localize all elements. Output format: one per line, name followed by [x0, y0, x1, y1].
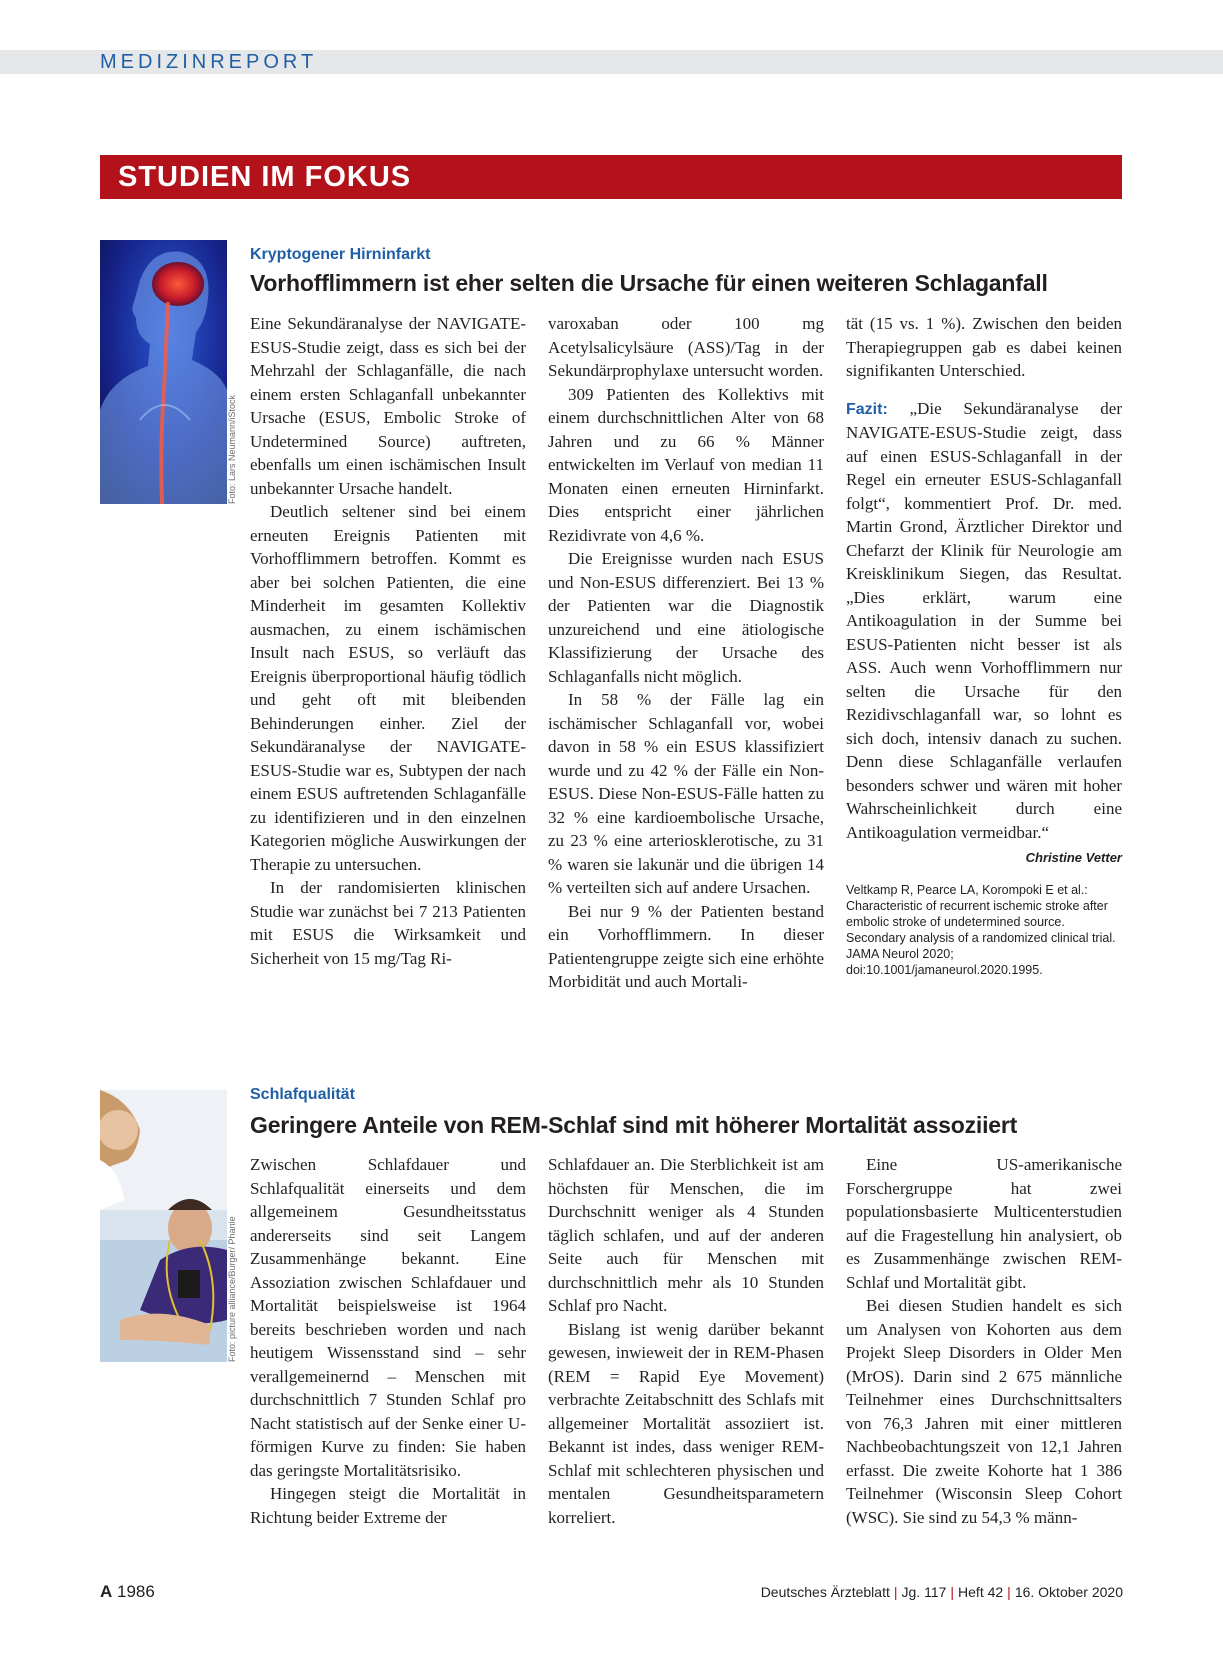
paragraph: In der randomisierten klinischen Studie war zunächst bei 7 213 Patienten mit ESUS die Wirksamkeit und Sicherheit von 15 mg/Tag Ri-: [250, 878, 526, 968]
page-prefix: A: [100, 1582, 113, 1601]
article1-kicker: Kryptogener Hirninfarkt: [250, 246, 431, 263]
journal-issue: Heft 42: [958, 1584, 1004, 1600]
fazit-paragraph: [846, 397, 1122, 845]
paragraph: 309 Patienten des Kollektivs mit einem durchschnittlichen Alter von 68 Jahren und zu 66 % Männer entwickelten im Verlauf von median 11 Monaten einen erneuten Hirninfarkt. Dies entspricht einer jährlichen Rezidivrate von 4,6 %.: [548, 384, 824, 545]
journal-name: Deutsches Ärzteblatt: [760, 1584, 890, 1600]
section-label: MEDIZINREPORT: [100, 51, 318, 73]
anatomy-brain-icon: [100, 240, 227, 504]
journal-date: 16. Oktober 2020: [1014, 1584, 1123, 1600]
brain-illustration-image: [100, 240, 227, 504]
author-byline: Christine Vetter: [1025, 850, 1122, 865]
sleep-patient-icon: [100, 1090, 227, 1362]
article1-column-3: [846, 312, 1122, 978]
paragraph: Bislang ist wenig darüber bekannt gewesen, inwieweit der in REM-Phasen (REM = Rapid Eye Movement) verbrachte Zeitabschnitt des Schlafs mit allgemeiner Mortalität assoziiert ist. Bekannt ist indes, dass weniger REM-Schlaf mit schlechteren physischen und mentalen Gesundheitsparametern korreliert.: [548, 1319, 824, 1527]
paragraph: Bei diesen Studien handelt es sich um Analysen von Kohorten aus dem Projekt Sleep Disorders in Older Men (MrOS). Darin sind 2 675 männliche Teilnehmer eines Durchschnittsalters von 76,3 Jahren mit einer mittleren Nachbeobachtungszeit von 12,1 Jahren erfasst. Die zweite Kohorte hat 1 386 Teilnehmer (Wisconsin Sleep Cohort (WSC). Sie sind zu 54,3 % männ-: [846, 1296, 1122, 1527]
paragraph: Deutlich seltener sind bei einem erneuten Ereignis Patienten mit Vorhofflimmern betroffen. Kommt es aber bei solchen Patienten, die eine Minderheit im gesamten Kollektiv ausmachen, zu einem ischämischen Insult nach ESUS, so verläuft das Ereignis überproportional häufig tödlich und geht oft mit bleibenden Behinderungen einher. Ziel der Sekundäranalyse der NAVIGATE-ESUS-Studie war es, Subtypen der nach einem ESUS auftretenden Schlaganfälle zu identifizieren und in den einzelnen Kategorien mögliche Auswirkungen der Therapie zu untersuchen.: [250, 502, 526, 874]
article2-column-3: [846, 1153, 1122, 1529]
paragraph: Zwischen Schlafdauer und Schlafqualität einerseits und dem allgemeinem Gesundheitsstatus andererseits sind seit Langem Zusammenhänge bekannt. Eine Assoziation zwischen Schlafdauer und Mortalität beispielsweise ist 1964 bereits beschrieben worden und nach heutigem Wissensstand sind – sehr verallgemeinernd – Menschen mit durchschnittlich 7 Stunden Schlaf pro Nacht statistisch auf der Senke einer U-förmigen Kurve zu finden: Sie haben das geringste Mortalitätsrisiko.: [250, 1155, 526, 1480]
separator: |: [893, 1584, 898, 1600]
article2-column-2: [548, 1153, 824, 1529]
journal-volume: Jg. 117: [901, 1584, 947, 1600]
page-number-value: 1986: [117, 1582, 155, 1601]
paragraph: Die Ereignisse wurden nach ESUS und Non-ESUS differenziert. Bei 13 % der Patienten war die Diagnostik unzureichend und eine ätiologische Klassifizierung der Ursache des Schlaganfalls nicht möglich.: [548, 549, 824, 686]
separator: |: [1007, 1584, 1011, 1600]
paragraph: Eine US-amerikanische Forschergruppe hat zwei populationsbasierte Multicenterstudien auf die Fragestellung hin analysiert, ob es Zusammenhänge zwischen REM-Schlaf und Mortalität gibt.: [846, 1155, 1122, 1292]
article2-kicker: Schlafqualität: [250, 1086, 355, 1103]
fazit-text: „Die Sekundäranalyse der NAVIGATE-ESUS-Studie zeigt, dass auf einen ESUS-Schlaganfall in der Regel ein erneuter ESUS-Schlaganfall folgt“, kommentiert Prof. Dr. med. Martin Grond, Ärztlicher Direktor und Chefarzt der Klinik für Neurologie am Kreisklinikum Siegen, das Resultat. „Dies erklärt, warum eine Antikoagulation in der Summe bei ESUS-Patienten nicht besser ist als ASS. Auch wenn Vorhofflimmern nur selten die Ursache für den Rezidivschlaganfall war, so lohnt es sich doch, intensiv danach zu suchen. Denn diese Schlaganfälle verlaufen besonders schwer und wären mit hoher Wahrscheinlichkeit durch eine Antikoagulation vermeidbar.“: [846, 398, 1122, 842]
paragraph: tät (15 vs. 1 %). Zwischen den beiden Therapiegruppen gab es dabei keinen signifikanten Unterschied.: [846, 314, 1122, 380]
article1-column-1: [250, 312, 526, 970]
paragraph: Hingegen steigt die Mortalität in Richtung beider Extreme der: [250, 1484, 526, 1527]
article2-column-1: [250, 1153, 526, 1529]
banner-title: STUDIEN IM FOKUS: [118, 161, 412, 193]
article2-headline: Geringere Anteile von REM-Schlaf sind mit höherer Mortalität assoziiert: [250, 1112, 1018, 1138]
page-number: [100, 1582, 155, 1602]
paragraph: varoxaban oder 100 mg Acetylsalicylsäure (ASS)/Tag in der Sekundärprophylaxe untersucht worden.: [548, 314, 824, 380]
separator: |: [950, 1584, 955, 1600]
paragraph: In 58 % der Fälle lag ein ischämischer Schlaganfall vor, wobei davon in 58 % ein ESUS klassifiziert wurde und zu 42 % der Fälle ein Non-ESUS. Diese Non-ESUS-Fälle hatten zu 32 % eine kardioembolische Ursache, zu 23 % eine arteriosklerotische, zu 31 % waren sie lakunär und die übrigen 14 % verteilten sich auf andere Ursachen.: [548, 690, 824, 897]
paragraph: Schlafdauer an. Die Sterblichkeit ist am höchsten für Menschen, die im Durchschnitt weniger als 4 Stunden täglich schlafen, und auf der anderen Seite auch für Menschen mit durchschnittlich mehr als 10 Stunden Schlaf pro Nacht.: [548, 1155, 824, 1315]
literature-reference: Veltkamp R, Pearce LA, Korompoki E et al.: Characteristic of recurrent ischemic stroke after embolic stroke of undetermined source. Secondary analysis of a randomized clinical trial. JAMA Neurol 2020; doi:10.1001/jamaneurol.2020.1995.: [846, 882, 1116, 977]
fazit-label: Fazit:: [846, 400, 888, 418]
article1-headline: Vorhofflimmern ist eher selten die Ursache für einen weiteren Schlaganfall: [250, 270, 1048, 296]
section-banner: [100, 155, 1122, 199]
paragraph: Eine Sekundäranalyse der NAVIGATE-ESUS-Studie zeigt, dass es sich bei der Mehrzahl der Schlaganfälle, die nach einem ersten Schlaganfall unbekannter Ursache (ESUS, Embolic Stroke of Undetermined Source) auftreten, ebenfalls um einen ischämischen Insult unbekannter Ursache handelt.: [250, 314, 526, 498]
paragraph: Bei nur 9 % der Patienten bestand ein Vorhofflimmern. In dieser Patientengruppe zeigte sich eine erhöhte Morbidität und auch Mortali-: [548, 901, 824, 991]
image-credit: Foto: picture alliance/Burger/ Phanie: [227, 1216, 237, 1362]
image-credit: Foto: Lars Neumann/iStock: [227, 394, 237, 504]
journal-footer: [761, 1584, 1123, 1600]
sleep-lab-photo: [100, 1090, 227, 1362]
article1-column-2: [548, 312, 824, 994]
